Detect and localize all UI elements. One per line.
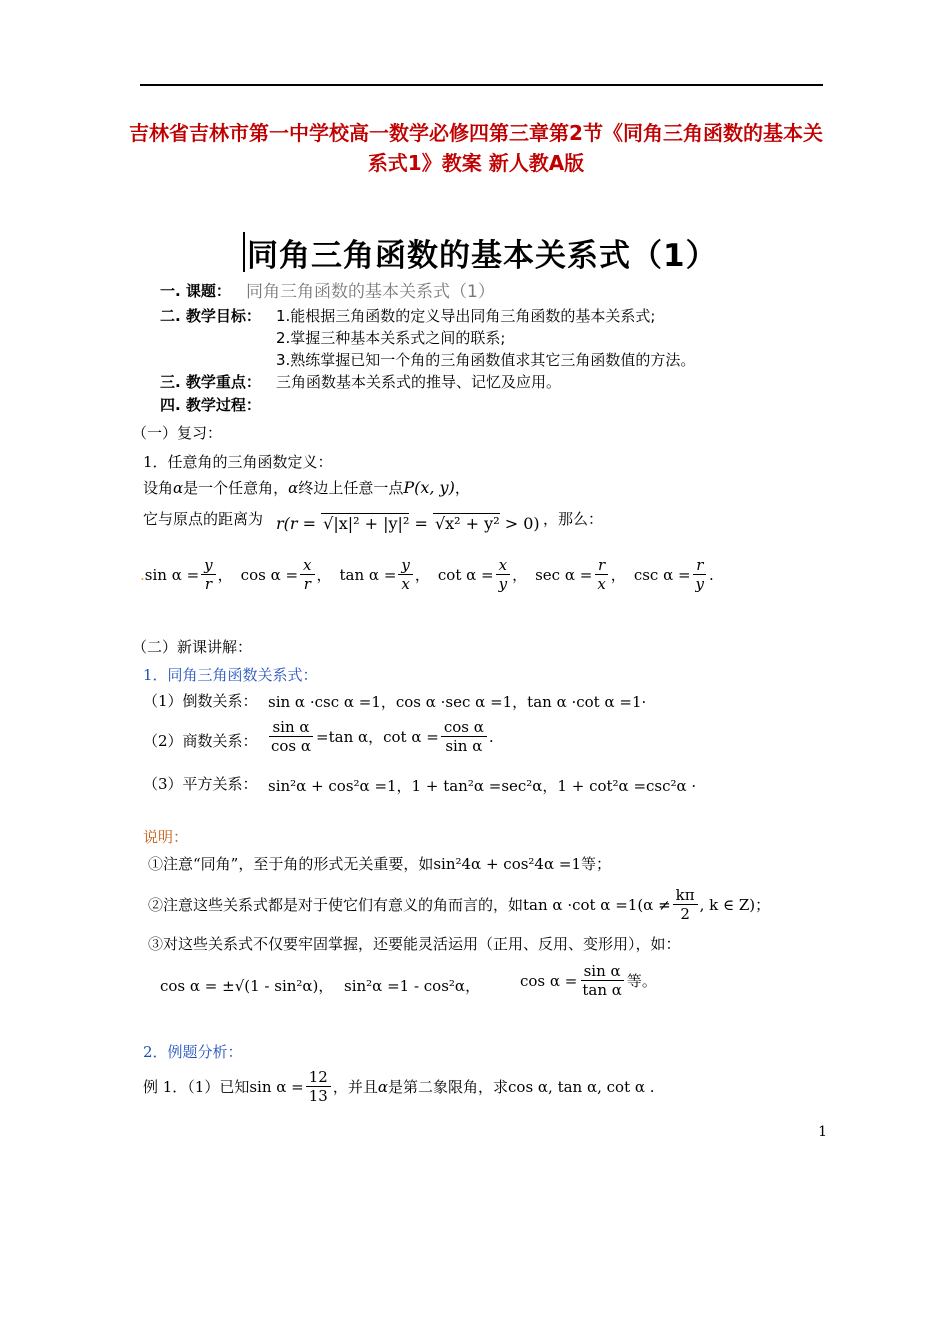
definition-fraction xyxy=(300,556,314,593)
goal-3: 3.熟练掌握已知一个角的三角函数值求其它三角函数值的方法。 xyxy=(276,351,696,369)
definition-function: sin α = xyxy=(144,565,200,584)
examples-heading: 2．例题分析： xyxy=(143,1043,243,1061)
fraction-numerator: r xyxy=(595,556,608,575)
header-rule xyxy=(140,84,823,86)
separator: ， xyxy=(512,566,528,584)
topic-label: 一. 课题： xyxy=(160,282,231,300)
new-lesson-heading: （二）新课讲解： xyxy=(132,638,253,656)
example-fraction: $\frac{12}{13}$ xyxy=(306,1068,331,1105)
focus-label: 三. 教学重点： xyxy=(160,373,261,391)
goal-1: 1.能根据三角函数的定义导出同角三角函数的基本关系式; xyxy=(276,307,656,325)
definition-fraction xyxy=(398,556,412,593)
quotient-fraction-1: $\frac{\text{sin α}}{\text{cos α}}$ xyxy=(271,718,312,755)
separator: . xyxy=(709,565,714,584)
definition-2 xyxy=(340,556,430,593)
review-heading: （一）复习： xyxy=(132,424,223,442)
definition-1 xyxy=(241,556,332,593)
fraction-numerator: r xyxy=(693,556,706,575)
definition-function: sec α = xyxy=(535,565,593,584)
topic-value: 同角三角函数的基本关系式（1） xyxy=(246,282,495,302)
definition-3 xyxy=(438,556,527,593)
definition-fraction xyxy=(594,556,608,593)
notes-heading: 说明： xyxy=(143,828,189,846)
reciprocal-value: sin α ·csc α =1，cos α ·sec α =1，tan α ·cot α =1· xyxy=(268,693,647,711)
fraction-denominator: x xyxy=(597,575,606,593)
review-item-1: 1．任意角的三角函数定义： xyxy=(143,453,333,471)
fraction-numerator: y xyxy=(201,556,215,575)
definition-function: cos α = xyxy=(240,565,299,584)
quotient-value: $\frac{\text{sin α}}{\text{cos α}}$ =tan α，cot α = $\frac{\text{cos α}}{\text{sin α}}$ . xyxy=(266,718,494,755)
quotient-fraction-2: $\frac{\text{cos α}}{\text{sin α}}$ xyxy=(441,718,487,755)
goal-2: 2.掌握三种基本关系式之间的联系; xyxy=(276,329,506,347)
fraction-numerator: x xyxy=(300,556,314,575)
trig-definitions xyxy=(140,556,722,593)
separator: ， xyxy=(414,566,430,584)
definition-fraction xyxy=(693,556,707,593)
distance-formula: r(r = √|x|² + |y|² = √x² + y² > 0) xyxy=(276,514,540,533)
fraction-denominator: y xyxy=(695,575,705,593)
definition-4 xyxy=(535,556,626,593)
review-line-1: 设角α是一个任意角，α终边上任意一点P(x, y)， xyxy=(143,478,470,497)
marker-dot: . xyxy=(140,565,145,584)
definition-fraction xyxy=(496,556,510,593)
definition-function: csc α = xyxy=(633,565,691,584)
definition-function: tan α = xyxy=(339,565,397,584)
page-number: 1 xyxy=(818,1124,827,1140)
goal-label: 二. 教学目标： xyxy=(160,307,261,325)
definition-5 xyxy=(634,556,714,593)
document-title: 吉林省吉林市第一中学校高一数学必修四第三章第2节《同角三角函数的基本关系式1》教案 新人教A版 xyxy=(129,121,823,175)
fraction-denominator: y xyxy=(498,575,508,593)
lesson-title: 同角三角函数的基本关系式（1） xyxy=(247,238,718,274)
separator: ， xyxy=(316,566,332,584)
text-cursor xyxy=(243,232,245,272)
note-3: ③对这些关系式不仅要牢固掌握，还要能灵活运用（正用、反用、变形用），如： xyxy=(148,935,681,953)
process-label: 四. 教学过程： xyxy=(160,396,261,414)
definition-fraction xyxy=(201,556,215,593)
fraction-numerator: x xyxy=(496,556,510,575)
fraction-denominator: r xyxy=(204,575,212,593)
definitions-row xyxy=(145,556,722,593)
relations-heading: 1．同角三角函数关系式： xyxy=(143,666,318,684)
identity-formula-1: cos α = ±√(1 - sin²α)， xyxy=(160,977,334,995)
review-line-2: 它与原点的距离为 xyxy=(143,510,264,528)
reciprocal-label: （1）倒数关系： xyxy=(143,692,258,710)
note-1: ①注意“同角”，至于角的形式无关重要，如sin²4α + cos²4α =1等； xyxy=(148,855,612,873)
identity-fraction: $\frac{\text{sin α}}{\text{tan α}}$ xyxy=(582,962,622,999)
focus-value: 三角函数基本关系式的推导、记忆及应用。 xyxy=(276,373,562,391)
separator: ， xyxy=(610,566,626,584)
square-value: sin²α + cos²α =1，1 + tan²α =sec²α，1 + cot²α =csc²α · xyxy=(268,777,697,795)
review-line-2-end: ，那么： xyxy=(543,510,604,528)
identity-formula-2: sin²α =1 - cos²α， xyxy=(344,977,481,995)
note-2: ②注意这些关系式都是对于使它们有意义的角而言的，如 tan α ·cot α =1(α ≠ $\frac{k\pi}{2}$ , k ∈ Z) ； xyxy=(148,886,771,923)
fraction-denominator: r xyxy=(303,575,311,593)
quotient-label: （2）商数关系： xyxy=(143,732,258,750)
example-1: 例 1．（1）已知 sin α = $\frac{12}{13}$ ，并且 α 是第二象限角，求 cos α, tan α, cot α . xyxy=(143,1068,655,1105)
fraction-numerator: y xyxy=(398,556,412,575)
identity-formula-3: cos α = $\frac{\text{sin α}}{\text{tan α}}$ 等。 xyxy=(520,962,657,999)
note-2-fraction: $\frac{k\pi}{2}$ xyxy=(673,886,698,923)
definition-0 xyxy=(145,556,233,593)
definition-function: cot α = xyxy=(437,565,494,584)
separator: ， xyxy=(217,566,233,584)
square-label: （3）平方关系： xyxy=(143,775,258,793)
fraction-denominator: x xyxy=(401,575,410,593)
